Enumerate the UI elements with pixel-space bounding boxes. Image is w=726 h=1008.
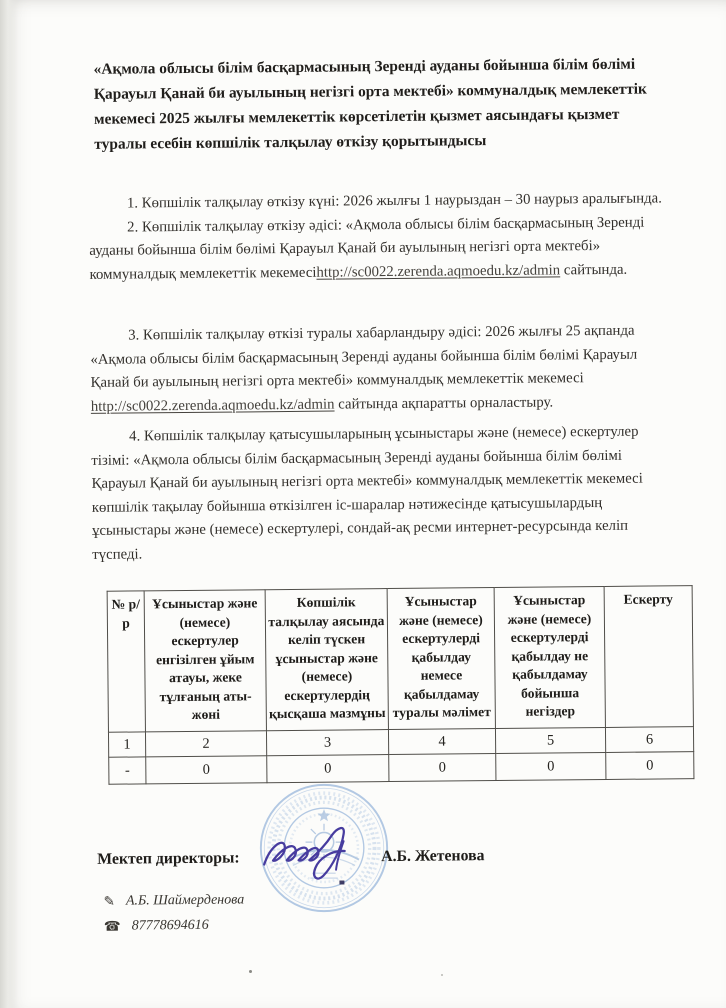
paragraph-4: 4. Көпшілік талқылау қатысушыларының ұсыныстары және (немесе) ескертулер тізімі: «Ақмола облысы білім басқармасының Зеренді ауданы бойынша білім бөлімі Қарауыл Қанай би ауылының негізгі орта мектебі» коммуналдық мемлекеттік мекемесі көпшілік тақылау бойынша өткізілген іс-шаралар нәтижесінде қатысушылардың ұсыныстары және (немесе) ескертулері, сондай-ақ ресми интернет-ресурсында келіп түспеді. — [91, 423, 643, 563]
paragraph-3-tail: сайтында ақпаратты орналастыру. — [334, 393, 554, 413]
paragraph-block-2 — [90, 319, 666, 566]
paragraph-3 — [90, 319, 665, 419]
table-cell: 6 — [605, 726, 693, 752]
table-cell: 3 — [266, 729, 388, 755]
paragraph-3-text: 3. Көпшілік талқылау өткізі туралы хабарландыру әдісі: 2026 жылғы 25 ақпанда «Ақмола облысы білім басқармасының Зеренді ауданы бойынша білім бөлімі Қарауыл Қанай би ауылының негізгі орта мектебі» коммуналдық мемлекеттік мекемесі — [90, 322, 638, 391]
director-label: Мектеп директоры: — [97, 849, 240, 868]
paragraph-2-tail: сайтында. — [560, 261, 628, 278]
table-cell: 5 — [495, 727, 605, 753]
paragraph-block-1 — [89, 187, 664, 287]
table-header-cell: Көпшілік талқылау аясында келіп түскен ұсыныстар және (немесе) ескертулердің қысқаша мазмұны — [265, 589, 388, 731]
table-header-cell: Ұсыныстар және (немесе) ескертулерді қабылдау не қабылдамау бойынша негіздер — [494, 586, 605, 728]
ink-dot — [339, 880, 344, 884]
phone-number: 87778694616 — [131, 917, 209, 934]
table-cell: 0 — [389, 753, 496, 781]
school-site-url: http://sc0022.zerenda.aqmoedu.kz/admin — [316, 261, 561, 281]
scan-edge-shadow — [0, 0, 18, 1008]
table-header-cell: Ескерту — [604, 586, 693, 727]
document-content — [87, 47, 698, 1003]
paragraph-1: 1. Көпшілік талқылау өткізу күні: 2026 жылғы 1 наурыздан – 30 наурыз аралығында. — [126, 190, 662, 212]
director-signature-ink — [261, 812, 380, 887]
table-cell: 1 — [108, 731, 145, 756]
table-header-row — [107, 586, 693, 732]
discussion-results-table — [107, 585, 695, 784]
phone-line — [104, 914, 245, 937]
paragraph-2 — [89, 211, 664, 287]
table-cell: 0 — [146, 755, 267, 783]
table-cell: 0 — [267, 754, 389, 782]
table-cell: 4 — [388, 728, 495, 754]
phone-icon: ☎ — [103, 918, 121, 935]
table-header-cell: Ұсыныстар және (немесе) ескертулерді қабылдау немесе қабылдамау туралы мәлімет — [387, 588, 495, 730]
table-value-row — [109, 751, 694, 784]
table-header-cell: № р/р — [107, 591, 145, 732]
table-header-cell: Ұсыныстар және (немесе) ескертулер енгізілген ұйым атауы, жеке тұлғаның аты-жөні — [144, 590, 266, 732]
director-name: А.Б. Жетенова — [381, 847, 485, 866]
pen-icon: ✎ — [103, 893, 115, 910]
table-cell: - — [109, 756, 146, 783]
document-title: «Ақмола облысы білім басқармасының Зеренді ауданы бойынша білім бөлімі Қарауыл Қанай би ауылының негізгі орта мектебі» коммуналдық мемлекеттік мекемесі 2025 жылғы мемлекеттік көрсетілетін қызмет аясындағы қызмет туралы есебін көпшілік талқылау өткізу қорытындысы — [93, 55, 647, 153]
executor-name: А.Б. Шаймерденова — [125, 892, 245, 909]
table-cell: 0 — [606, 751, 694, 779]
executor-block — [103, 889, 244, 940]
table-cell: 0 — [496, 752, 606, 780]
school-site-url-2: http://sc0022.zerenda.aqmoedu.kz/admin — [90, 396, 335, 415]
table-cell: 2 — [145, 730, 266, 756]
executor-line — [103, 889, 244, 912]
paragraph-2-text: 2. Көпшілік талқылау өткізу әдісі: «Ақмола облысы білім басқармасының Зеренді ауданы бойынша білім бөлімі Қарауыл Қанай би ауылының негізгі орта мектебі» коммуналдық мемлекеттік мекемесі — [89, 214, 645, 283]
